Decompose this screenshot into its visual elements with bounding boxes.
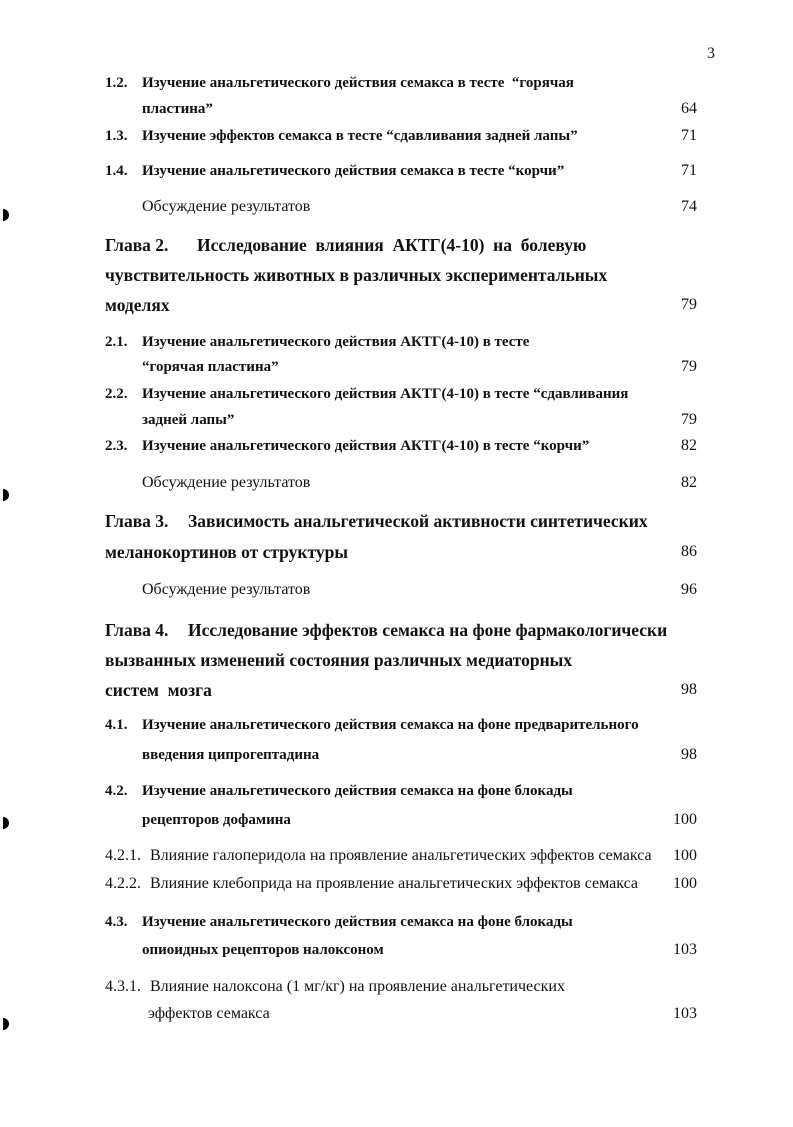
binding-mark: [3, 489, 9, 501]
toc-entry-line: систем мозга: [105, 680, 212, 700]
toc-entry-number: 2.3.: [105, 438, 128, 454]
toc-page-number: 98: [681, 746, 697, 763]
toc-page-number: 79: [681, 411, 697, 428]
toc-page-number: 82: [681, 437, 697, 454]
toc-page-number: 96: [681, 581, 697, 598]
toc-entry-line: введения ципрогептадина: [142, 747, 320, 763]
toc-page-number: 71: [681, 162, 697, 179]
toc-entry-line: моделях: [105, 295, 170, 315]
toc-entry-line: Влияние галоперидола на проявление анальгетических эффектов семакса: [150, 847, 652, 864]
toc-entry-number: 4.1.: [105, 717, 128, 733]
toc-entry-line: Изучение анальгетического действия семакса на фоне блокады: [142, 783, 573, 799]
toc-entry-number: Глава 3.: [105, 511, 169, 531]
toc-entry-number: 4.2.2.: [105, 875, 141, 892]
toc-entry-line: опиоидных рецепторов налоксоном: [142, 942, 384, 958]
toc-page-number: 100: [673, 847, 697, 864]
toc-entry-line: Обсуждение результатов: [142, 474, 311, 491]
binding-mark: [3, 209, 9, 221]
toc-entry-line: пластина”: [142, 101, 213, 117]
binding-mark: [3, 1018, 9, 1030]
toc-entry-line: Изучение анальгетического действия АКТГ(4-10) в тесте “сдавливания: [142, 386, 629, 402]
toc-page-number: 100: [673, 875, 697, 892]
toc-entry-line: Исследование влияния АКТГ(4-10) на болевую: [197, 235, 587, 255]
toc-entry-number: 4.2.: [105, 783, 128, 799]
toc-entry-number: 1.2.: [105, 75, 128, 91]
toc-page-number: 98: [681, 681, 697, 698]
toc-entry-line: Влияние налоксона (1 мг/кг) на проявление анальгетических: [150, 978, 565, 995]
toc-entry-number: 1.3.: [105, 128, 128, 144]
toc-page-number: 71: [681, 127, 697, 144]
toc-entry-line: Исследование эффектов семакса на фоне фармакологически: [188, 620, 668, 640]
toc-entry-number: 4.2.1.: [105, 847, 141, 864]
toc-entry-line: чувствительность животных в различных экспериментальных: [105, 265, 608, 285]
toc-entry-line: вызванных изменений состояния различных медиаторных: [105, 650, 573, 670]
toc-entry-number: 2.2.: [105, 386, 128, 402]
toc-entry-line: Обсуждение результатов: [142, 198, 311, 215]
toc-entry-line: рецепторов дофамина: [142, 812, 291, 828]
toc-entry-number: 1.4.: [105, 163, 128, 179]
toc-page-number: 64: [681, 100, 697, 117]
toc-page-number: 79: [681, 296, 697, 313]
toc-entry-line: Изучение анальгетического действия АКТГ(4-10) в тесте: [142, 334, 530, 350]
toc-entry-number: 2.1.: [105, 334, 128, 350]
toc-entry-line: меланокортинов от структуры: [105, 542, 349, 562]
toc-page-number: 103: [673, 941, 697, 958]
toc-entry-line: Зависимость анальгетической активности синтетических: [188, 511, 648, 531]
toc-page-number: 79: [681, 358, 697, 375]
binding-mark: [3, 817, 9, 829]
toc-page-number: 86: [681, 543, 697, 560]
toc-entry-line: эффектов семакса: [148, 1005, 270, 1022]
toc-page-number: 74: [681, 198, 697, 215]
toc-page-number: 103: [673, 1005, 697, 1022]
page-number: 3: [707, 45, 715, 62]
toc-entry-line: Обсуждение результатов: [142, 581, 311, 598]
toc-entry-number: Глава 2.: [105, 235, 169, 255]
toc-entry-number: 4.3.1.: [105, 978, 141, 995]
toc-entry-line: Изучение анальгетического действия семакса на фоне предварительного: [142, 717, 639, 733]
toc-entry-line: Изучение анальгетического действия семакса в тесте “корчи”: [142, 163, 565, 179]
toc-entry-line: Изучение анальгетического действия АКТГ(4-10) в тесте “корчи”: [142, 438, 590, 454]
toc-entry-number: 4.3.: [105, 914, 128, 930]
toc-entry-line: Изучение эффектов семакса в тесте “сдавливания задней лапы”: [142, 128, 578, 144]
toc-entry-line: задней лапы”: [142, 412, 235, 428]
toc-entry-line: Изучение анальгетического действия семакса в тесте “горячая: [142, 75, 574, 91]
toc-page-number: 82: [681, 474, 697, 491]
toc-page-number: 100: [673, 811, 697, 828]
toc-entry-line: Изучение анальгетического действия семакса на фоне блокады: [142, 914, 573, 930]
toc-entry-number: Глава 4.: [105, 620, 169, 640]
toc-entry-line: Влияние клебоприда на проявление анальгетических эффектов семакса: [150, 875, 638, 892]
toc-entry-line: “горячая пластина”: [142, 359, 279, 375]
